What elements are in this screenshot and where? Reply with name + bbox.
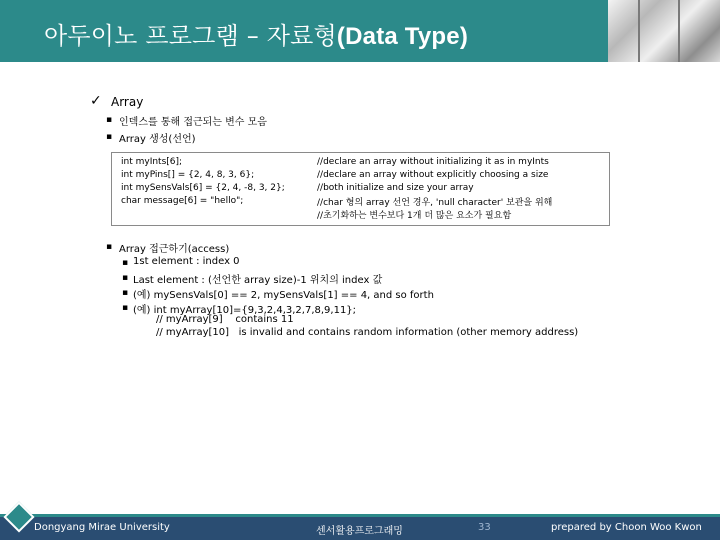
logo-line bbox=[678, 0, 680, 62]
bullet-icon: ▪ bbox=[106, 242, 113, 252]
code-box bbox=[111, 152, 610, 226]
logo-graphic bbox=[608, 0, 720, 62]
access-heading: Array 접근하기(access) bbox=[119, 244, 230, 255]
footer-course: 센서활용프로그래밍 bbox=[316, 526, 403, 537]
footer-university: Dongyang Mirae University bbox=[34, 522, 170, 533]
bullet-icon: ▪ bbox=[122, 288, 129, 298]
example-line: // myArray[10] is invalid and contains random information (other memory address) bbox=[156, 327, 579, 338]
title-english: (Data Type) bbox=[336, 23, 469, 50]
bullet-icon: ▪ bbox=[106, 132, 113, 142]
page-number: 33 bbox=[478, 522, 491, 533]
bullet-icon: ▪ bbox=[122, 273, 129, 283]
code-comment: //char 형의 array 선언 경우, 'null character' 보관을 위해 bbox=[317, 198, 553, 208]
title-korean: 아두이노 프로그램 – 자료형 bbox=[44, 22, 337, 50]
footer-author: prepared by Choon Woo Kwon bbox=[551, 522, 702, 533]
intro-bullet: 인덱스를 통해 접근되는 변수 모음 bbox=[119, 117, 267, 128]
bullet-icon: ▪ bbox=[106, 115, 113, 125]
code-comment: //both initialize and size your array bbox=[317, 183, 474, 193]
example-line: // myArray[9] contains 11 bbox=[156, 314, 294, 325]
checkmark-icon: ✓ bbox=[90, 93, 102, 109]
access-item: (예) mySensVals[0] == 2, mySensVals[1] == 4, and so forth bbox=[133, 290, 434, 301]
code-line: int myInts[6]; bbox=[121, 157, 183, 167]
access-item: (예) int myArray[10]={9,3,2,4,3,2,7,8,9,11}; bbox=[133, 305, 357, 316]
intro-bullet: Array 생성(선언) bbox=[119, 134, 196, 145]
logo-line bbox=[638, 0, 640, 62]
bullet-icon: ▪ bbox=[122, 258, 129, 268]
code-comment: //declare an array without explicitly choosing a size bbox=[317, 170, 549, 180]
slide-header bbox=[0, 0, 720, 62]
code-comment: //초기화하는 변수보다 1개 더 많은 요소가 필요함 bbox=[317, 211, 512, 221]
section-heading: Array bbox=[111, 95, 144, 109]
code-line: int myPins[] = {2, 4, 8, 3, 6}; bbox=[121, 170, 255, 180]
bullet-icon: ▪ bbox=[122, 303, 129, 313]
access-item: Last element : (선언한 array size)-1 위치의 index 값 bbox=[133, 275, 383, 286]
code-line: char message[6] = "hello"; bbox=[121, 196, 244, 206]
slide-title bbox=[44, 16, 468, 51]
code-comment: //declare an array without initializing it as in myInts bbox=[317, 157, 549, 167]
code-line: int mySensVals[6] = {2, 4, -8, 3, 2}; bbox=[121, 183, 285, 193]
access-item: 1st element : index 0 bbox=[133, 256, 240, 267]
